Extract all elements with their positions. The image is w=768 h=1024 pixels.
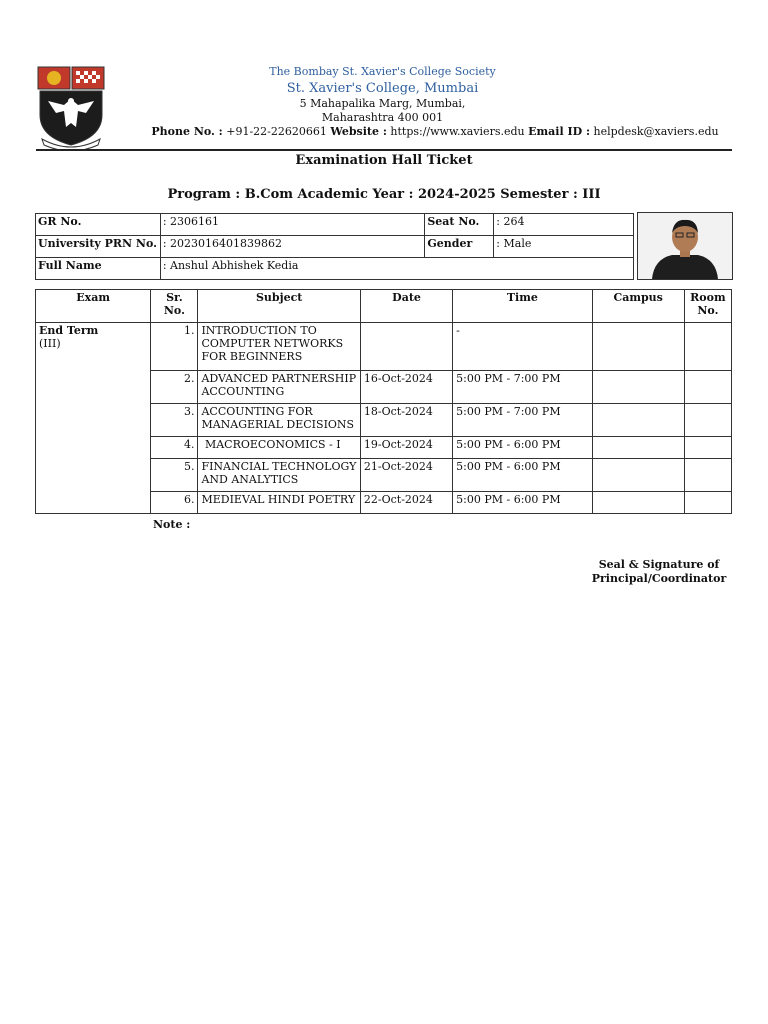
college-crest-icon bbox=[36, 65, 106, 151]
col-header-sr: Sr. No. bbox=[151, 290, 198, 323]
seal-line-2: Principal/Coordinator bbox=[591, 572, 727, 585]
date-cell bbox=[360, 323, 452, 371]
table-header-row bbox=[36, 290, 732, 323]
phone-label: Phone No. : bbox=[151, 125, 223, 138]
gender-value: : Male bbox=[494, 236, 634, 258]
date-cell: 22-Oct-2024 bbox=[360, 492, 452, 514]
table-row bbox=[36, 323, 732, 371]
website-label: Website : bbox=[330, 125, 387, 138]
subject-cell: ACCOUNTING FOR MANAGERIAL DECISIONS bbox=[198, 404, 360, 437]
exam-semester: (III) bbox=[39, 337, 61, 350]
info-row bbox=[36, 236, 634, 258]
date-cell: 16-Oct-2024 bbox=[360, 371, 452, 404]
col-header-exam: Exam bbox=[36, 290, 151, 323]
subject-cell: ADVANCED PARTNERSHIP ACCOUNTING bbox=[198, 371, 360, 404]
date-cell: 21-Oct-2024 bbox=[360, 459, 452, 492]
seal-line-1: Seal & Signature of bbox=[598, 558, 720, 571]
prn-label: University PRN No. bbox=[36, 236, 161, 258]
address-line-2: Maharashtra 400 001 bbox=[321, 111, 444, 124]
sr-cell: 4. bbox=[151, 437, 198, 459]
name-label: Full Name bbox=[36, 258, 161, 280]
col-header-room: Room No. bbox=[684, 290, 731, 323]
email-link[interactable]: helpdesk@xaviers.edu bbox=[593, 125, 719, 138]
program-line: Program : B.Com Academic Year : 2024-2025 Semester : III bbox=[167, 187, 601, 202]
room-cell bbox=[684, 404, 731, 437]
info-row bbox=[36, 258, 634, 280]
address-line-1: 5 Mahapalika Marg, Mumbai, bbox=[299, 97, 466, 110]
room-cell bbox=[684, 492, 731, 514]
seat-value: : 264 bbox=[494, 214, 634, 236]
col-header-date: Date bbox=[360, 290, 452, 323]
page-title: Examination Hall Ticket bbox=[295, 153, 473, 168]
person-icon bbox=[638, 213, 732, 279]
name-value: : Anshul Abhishek Kedia bbox=[160, 258, 633, 280]
time-cell: 5:00 PM - 7:00 PM bbox=[453, 404, 592, 437]
col-header-subject: Subject bbox=[198, 290, 360, 323]
email-label: Email ID : bbox=[528, 125, 591, 138]
note-label: Note : bbox=[153, 518, 191, 531]
student-info-table bbox=[35, 213, 634, 280]
info-row bbox=[36, 214, 634, 236]
subject-cell: MACROECONOMICS - I bbox=[198, 437, 360, 459]
seat-label: Seat No. bbox=[425, 214, 494, 236]
sr-cell: 1. bbox=[151, 323, 198, 371]
col-header-campus: Campus bbox=[592, 290, 684, 323]
subject-cell: FINANCIAL TECHNOLOGY AND ANALYTICS bbox=[198, 459, 360, 492]
sr-cell: 5. bbox=[151, 459, 198, 492]
prn-value: : 2023016401839862 bbox=[160, 236, 425, 258]
exam-cell bbox=[36, 323, 151, 514]
sr-cell: 3. bbox=[151, 404, 198, 437]
room-cell bbox=[684, 437, 731, 459]
society-name: The Bombay St. Xavier's College Society bbox=[269, 65, 496, 78]
contact-line bbox=[110, 125, 760, 138]
college-name: St. Xavier's College, Mumbai bbox=[286, 81, 479, 96]
subject-cell: INTRODUCTION TO COMPUTER NETWORKS FOR BEGINNERS bbox=[198, 323, 360, 371]
subject-cell: MEDIEVAL HINDI POETRY bbox=[198, 492, 360, 514]
time-cell: 5:00 PM - 7:00 PM bbox=[453, 371, 592, 404]
gr-label: GR No. bbox=[36, 214, 161, 236]
time-cell: 5:00 PM - 6:00 PM bbox=[453, 459, 592, 492]
time-cell: - bbox=[453, 323, 592, 371]
date-cell: 19-Oct-2024 bbox=[360, 437, 452, 459]
header-divider bbox=[36, 149, 732, 151]
student-photo bbox=[637, 212, 733, 280]
sr-cell: 2. bbox=[151, 371, 198, 404]
time-cell: 5:00 PM - 6:00 PM bbox=[453, 437, 592, 459]
campus-cell bbox=[592, 404, 684, 437]
gender-label: Gender bbox=[425, 236, 494, 258]
campus-cell bbox=[592, 459, 684, 492]
campus-cell bbox=[592, 437, 684, 459]
sr-cell: 6. bbox=[151, 492, 198, 514]
campus-cell bbox=[592, 323, 684, 371]
room-cell bbox=[684, 371, 731, 404]
gr-value: : 2306161 bbox=[160, 214, 425, 236]
room-cell bbox=[684, 323, 731, 371]
exam-name: End Term bbox=[39, 324, 99, 337]
phone-value: +91-22-22620661 bbox=[226, 125, 327, 138]
campus-cell bbox=[592, 492, 684, 514]
room-cell bbox=[684, 459, 731, 492]
col-header-time: Time bbox=[453, 290, 592, 323]
website-link[interactable]: https://www.xaviers.edu bbox=[390, 125, 525, 138]
seal-signature bbox=[588, 558, 730, 586]
date-cell: 18-Oct-2024 bbox=[360, 404, 452, 437]
time-cell: 5:00 PM - 6:00 PM bbox=[453, 492, 592, 514]
exam-schedule-table bbox=[35, 289, 732, 514]
campus-cell bbox=[592, 371, 684, 404]
